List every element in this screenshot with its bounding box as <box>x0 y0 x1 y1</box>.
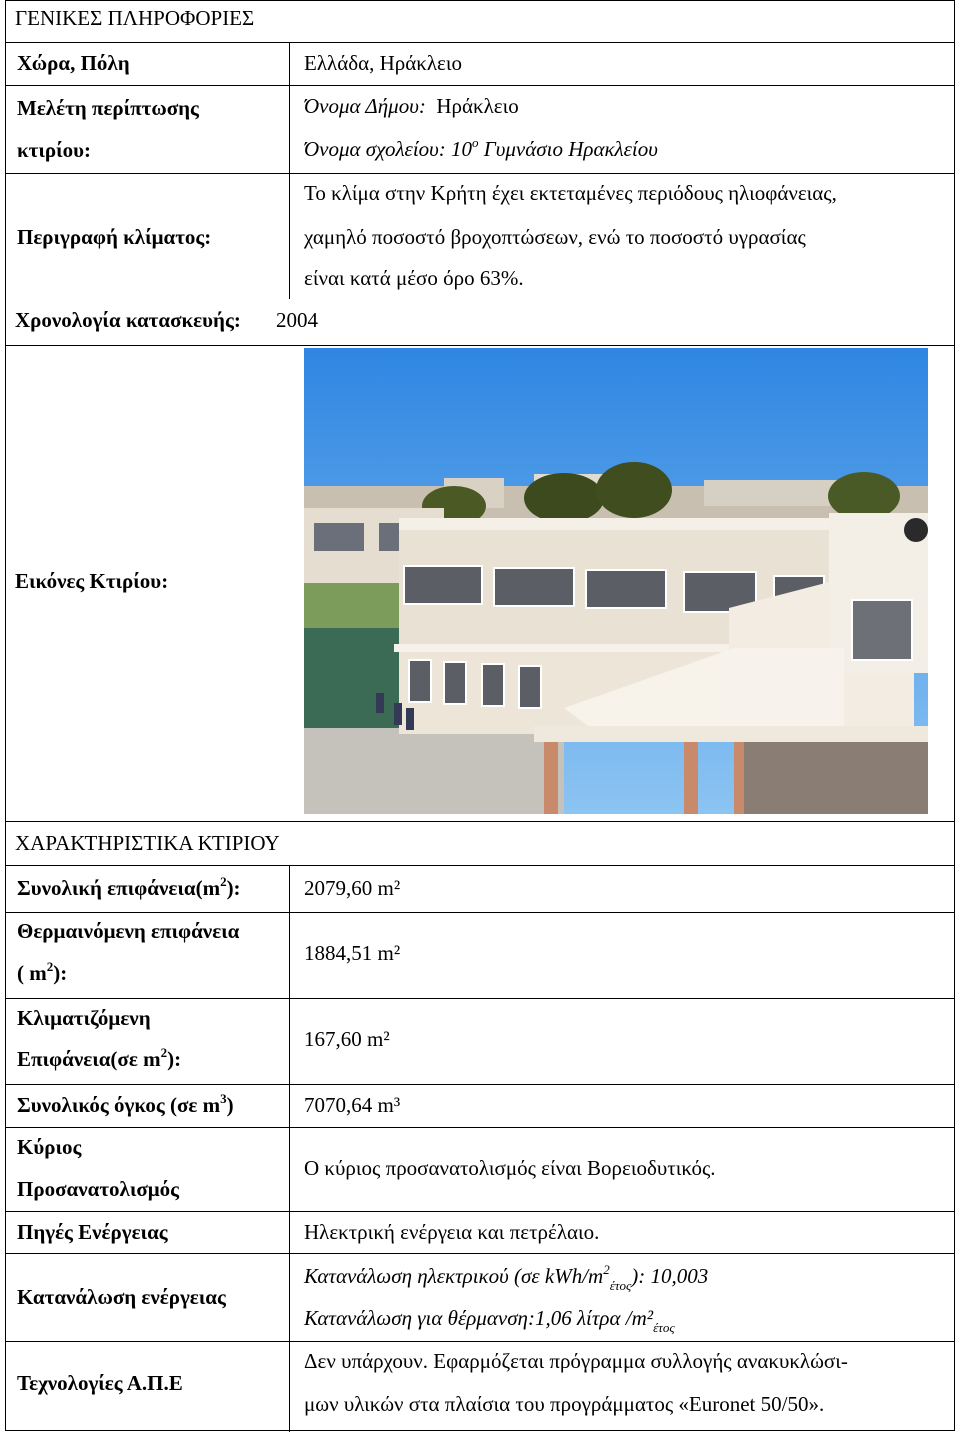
cooled-area-label-sup: 2 <box>160 1045 168 1060</box>
electricity-consumption-text: Κατανάλωση ηλεκτρικού (σε kWh/m <box>304 1264 604 1288</box>
row-divider <box>6 1084 954 1085</box>
info-table <box>5 0 955 1431</box>
climate-label: Περιγραφή κλίματος: <box>17 225 212 249</box>
electricity-consumption-sup: 2 <box>603 1262 610 1277</box>
climate-text-line1: Το κλίμα στην Κρήτη έχει εκτεταμένες περιόδους ηλιοφάνειας, <box>304 181 837 205</box>
row-divider <box>6 345 954 346</box>
column-divider <box>289 42 290 299</box>
school-prefix: Όνομα σχολείου: 10 <box>304 137 473 161</box>
heated-area-label: Θερμαινόμενη επιφάνεια <box>17 919 240 943</box>
orientation-label-line2: Προσανατολισμός <box>17 1177 180 1201</box>
construction-year-value: 2004 <box>276 308 318 332</box>
res-technologies-line1: Δεν υπάρχουν. Εφαρμόζεται πρόγραμμα συλλογής ανακυκλώσι- <box>304 1349 848 1373</box>
total-area-label-suffix: ): <box>226 876 241 900</box>
total-volume-label-sup: 3 <box>220 1091 227 1106</box>
municipality-line <box>304 94 519 118</box>
heating-consumption-text: Κατανάλωση για θέρμανση:1,06 λίτρα /m² <box>304 1306 654 1330</box>
school-name-line <box>304 137 658 161</box>
total-area-label-text: Συνολική επιφάνεια(m <box>17 876 221 900</box>
total-volume-value: 7070,64 m³ <box>304 1093 401 1117</box>
row-divider <box>6 912 954 913</box>
row-divider <box>6 85 954 86</box>
cooled-area-label-2b: ): <box>167 1047 182 1071</box>
cooled-area-label: Κλιματιζόμενη <box>17 1006 151 1030</box>
heating-consumption-line <box>304 1306 675 1336</box>
row-divider <box>6 1127 954 1128</box>
total-volume-label-b: ) <box>226 1093 234 1117</box>
total-area-label <box>17 876 241 900</box>
row-divider <box>6 998 954 999</box>
row-divider <box>6 821 954 822</box>
section-title-characteristics: ΧΑΡΑΚΤΗΡΙΣΤΙΚΑ ΚΤΙΡΙΟΥ <box>15 831 280 855</box>
row-divider <box>6 173 954 174</box>
case-study-label: Μελέτη περίπτωσης <box>17 96 199 120</box>
school-suffix: Γυμνάσιο Ηρακλείου <box>483 137 658 161</box>
building-images-label: Εικόνες Κτιρίου: <box>15 569 169 593</box>
school-building-photo <box>304 348 928 814</box>
case-study-label-line2: κτιρίου: <box>17 138 91 162</box>
country-city-value: Ελλάδα, Ηράκλειο <box>304 51 462 75</box>
orientation-value: Ο κύριος προσανατολισμός είναι Βορειοδυτικός. <box>304 1156 716 1180</box>
res-technologies-label: Τεχνολογίες Α.Π.Ε <box>17 1371 183 1395</box>
row-divider <box>6 1211 954 1212</box>
energy-sources-value: Ηλεκτρική ενέργεια και πετρέλαιο. <box>304 1220 600 1244</box>
section-title-general: ΓΕΝΙΚΕΣ ΠΛΗΡΟΦΟΡΙΕΣ <box>15 6 255 30</box>
electricity-consumption-value: ): 10,003 <box>631 1264 709 1288</box>
school-sup: ο <box>472 135 479 150</box>
heating-consumption-sub: έτος <box>653 1320 675 1336</box>
heated-area-label-2b: ): <box>53 961 68 985</box>
cooled-area-label-2a: Επιφάνεια(σε m <box>17 1047 161 1071</box>
row-divider <box>6 42 954 43</box>
column-divider <box>289 865 290 1432</box>
electricity-consumption-line <box>304 1262 709 1294</box>
heated-area-value: 1884,51 m² <box>304 941 401 965</box>
heated-area-label-2a: ( m <box>17 961 47 985</box>
heated-area-label-line2 <box>17 961 67 985</box>
energy-sources-label: Πηγές Ενέργειας <box>17 1220 168 1244</box>
climate-text-line2: χαμηλό ποσοστό βροχοπτώσεων, ενώ το ποσοστό υγρασίας <box>304 225 806 249</box>
heated-area-label-sup: 2 <box>46 959 54 974</box>
total-area-label-sup: 2 <box>220 874 227 889</box>
row-divider <box>6 865 954 866</box>
municipality-value: Ηράκλειο <box>436 94 519 118</box>
climate-text-line3: είναι κατά μέσο όρο 63%. <box>304 266 524 290</box>
electricity-consumption-sub: έτος <box>609 1278 632 1294</box>
municipality-prefix: Όνομα Δήμου: <box>304 94 426 118</box>
cooled-area-value: 167,60 m² <box>304 1027 390 1051</box>
country-city-label: Χώρα, Πόλη <box>17 51 130 75</box>
construction-year-label: Χρονολογία κατασκευής: <box>15 308 241 332</box>
total-area-value: 2079,60 m² <box>304 876 401 900</box>
orientation-label: Κύριος <box>17 1135 82 1159</box>
row-divider <box>6 1341 954 1342</box>
row-divider <box>6 1253 954 1254</box>
energy-consumption-label: Κατανάλωση ενέργειας <box>17 1285 226 1309</box>
total-volume-label <box>17 1093 234 1117</box>
res-technologies-line2: μων υλικών στα πλαίσια του προγράμματος «Euronet 50/50». <box>304 1392 825 1416</box>
cooled-area-label-line2 <box>17 1047 181 1071</box>
total-volume-label-a: Συνολικός όγκος (σε m <box>17 1093 221 1117</box>
